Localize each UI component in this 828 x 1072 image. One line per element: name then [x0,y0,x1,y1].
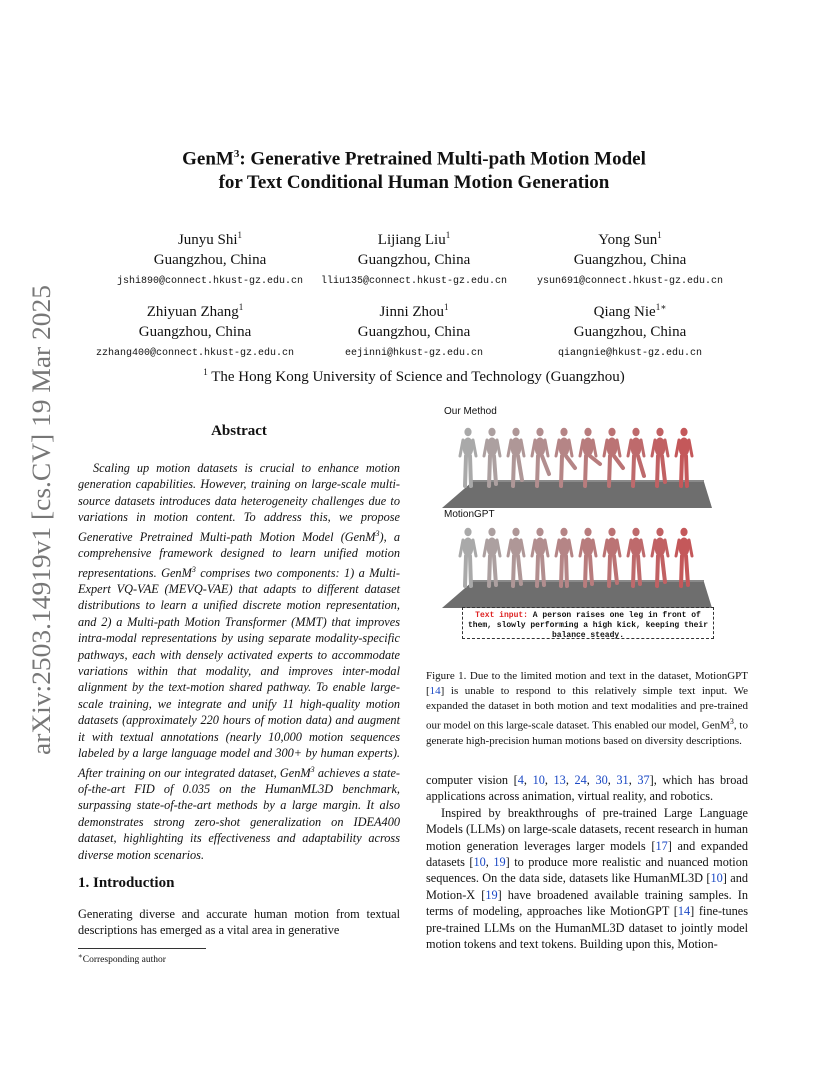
stage-edge [472,480,704,482]
author-block: Yong Sun$^1$ Guangzhou, China ysun691@connect.hkust-gz.edu.cn [515,225,745,291]
author-block: Zhiyuan Zhang$^1$ Guangzhou, China zzhang400@connect.hkust-gz.edu.cn [80,297,310,363]
figure-text-input: Text input: A person raises one leg in front of them, slowly performing a high kick, keeping their balance steady. [462,607,714,639]
motion-figure [556,528,572,586]
motion-figure [460,528,476,586]
author-email: zzhang400@connect.hkust-gz.edu.cn [95,348,295,359]
author-email: ysun691@connect.hkust-gz.edu.cn [536,276,724,287]
motion-figure [484,528,500,586]
arxiv-stamp [20,285,58,755]
paper-title: GenM$^3$: Generative Pretrained Multi-path Motion Model for Text Conditional Human Motion Generation [182,148,646,194]
author-email: eejinni@hkust-gz.edu.cn [344,348,484,359]
abstract-heading: Abstract [211,423,267,439]
section-heading-introduction: 1. Introduction [78,875,175,891]
motion-figure [508,428,524,486]
author-email: jshi890@connect.hkust-gz.edu.cn [116,276,304,287]
abstract-body: Scaling up motion datasets is crucial to enhance motion generation capabilities. However, training on large-scale multi-source datasets introduces data heterogeneity challenges due to variations in motion content. To address this, we propose Generative Pretrained Multi-path Motion Model (GenM$^3$), a comprehensive framework designed to learn unified motion representations. GenM$^3$ comprises two components: 1) a Multi-Expert VQ-VAE (MEVQ-VAE) that adapts to different dataset distributions to learn a unified discrete motion representation, and 2) a Multi-path Motion Transformer (MMT) that improves intra-modal representations by using separate modality-specific pathways, each with densely activated experts to accommodate variations within that modality, and improves inter-modal alignment by the text-motion shared pathway. To enable large-scale training, we integrate and unify 11 high-quality motion datasets (approximately 220 hours of motion data) and augment it with textual annotations (nearly 10,000 motion sequences labeled by a large language model and 300+ by human experts). After training on our integrated dataset, GenM$^3$ achieves a state-of-the-art FID of 0.035 on the HumanML3D benchmark, surpassing state-of-the-art methods by a large margin. It also demonstrates strong zero-shot generalization on IDEA400 dataset, highlighting its effectiveness and adaptability across diverse motion scenarios. [78,461,400,862]
motion-figure [676,528,692,586]
figure-label-motiongpt: MotionGPT [444,509,495,520]
motion-figure [532,428,549,486]
author-email: qiangnie@hkust-gz.edu.cn [557,348,703,359]
author-block: Junyu Shi$^1$ Guangzhou, China jshi890@connect.hkust-gz.edu.cn [95,225,325,291]
arxiv-stamp-text: arXiv:2503.14919v1 [cs.CV] 19 Mar 2025 [27,310,56,755]
motion-figure [652,428,668,486]
motion-figure [580,528,596,586]
stage-floor [442,482,712,508]
author-block: Lijiang Liu$^1$ Guangzhou, China lliu135@connect.hkust-gz.edu.cn [299,225,529,291]
paragraph: computer vision [4, 10, 13, 24, 30, 31, 37], which has broad applications across animation, virtual reality, and robotics. [426,773,748,804]
footnote-rule [78,948,206,949]
figure-label-our-method: Our Method [444,406,497,417]
motion-figure [676,428,692,486]
author-email: lliu135@connect.hkust-gz.edu.cn [320,276,508,287]
paragraph: Inspired by breakthroughs of pre-trained Large Language Models (LLMs) on large-scale datasets, recent research in human motion generation leverages larger models [17] and expanded datasets [10, 19] to produce more realistic and nuanced motion sequences. On the data side, datasets like HumanML3D [10] and Motion-X [19] have broadened available training samples. In terms of modeling, approaches like MotionGPT [14] fine-tunes pre-trained LLMs on the HumanML3D dataset to jointly model motion tokens and text tokens. Building upon this, Motion- [426,805,749,952]
stage-floor [442,582,712,608]
motion-figure [604,428,623,486]
author-block: Qiang Nie$^{1∗}$ Guangzhou, China qiangnie@hkust-gz.edu.cn [515,297,745,363]
motion-figure [460,428,476,486]
figure-motion-our-method [442,420,712,508]
figure-motion-motiongpt [442,520,712,608]
stage-edge [472,580,704,582]
motion-figure [628,528,644,586]
affiliation: $^1$ The Hong Kong University of Science and Technology (Guangzhou) [203,367,625,385]
right-column-body [426,772,748,952]
intro-body: Generating diverse and accurate human motion from textual descriptions has emerged as a vital area in generative [78,907,400,938]
footnote: ∗Corresponding author [78,952,166,966]
motion-figure [652,528,668,586]
author-block: Jinni Zhou$^1$ Guangzhou, China eejinni@hkust-gz.edu.cn [299,297,529,363]
motion-figure [532,528,548,586]
figure-caption: Figure 1. Due to the limited motion and text in the dataset, MotionGPT [14] is unable to respond to this relatively simple text input. We expanded the dataset in both motion and text modalities and pre-trained our model on this large-scale dataset. This enabled our model, GenM$^3$, to generate high-precision human motions based on diversity descriptions. [426,670,748,747]
motion-figure [628,428,644,486]
motion-figure [556,428,575,486]
motion-figure [484,428,500,486]
motion-figure [508,528,524,586]
motion-figure [604,528,620,586]
motion-figure [580,428,600,486]
